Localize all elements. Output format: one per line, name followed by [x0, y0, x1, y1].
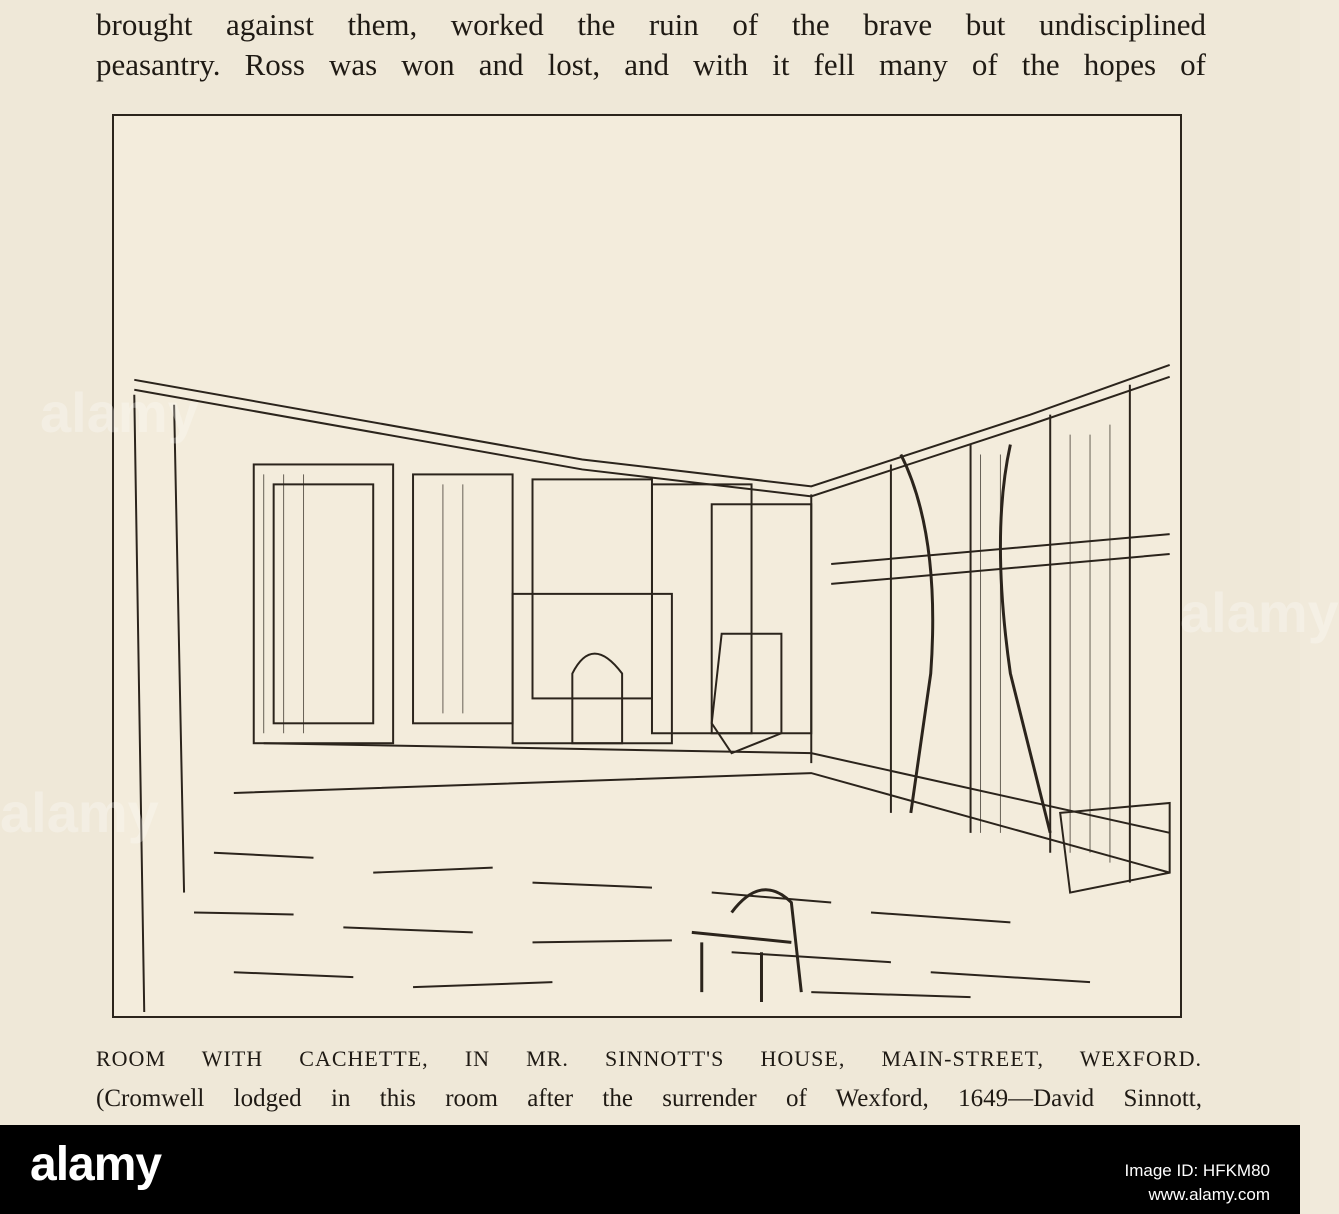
watermark-1: alamy	[40, 381, 199, 444]
image-id-label: Image ID: HFKM80	[1124, 1161, 1270, 1180]
alamy-logo: alamy	[30, 1138, 162, 1191]
body-text-line-2: peasantry. Ross was won and lost, and with it fell many of the hopes of	[96, 47, 1206, 82]
watermark-3: alamy	[1180, 581, 1339, 644]
engraving-illustration	[112, 114, 1182, 1018]
caption-title: ROOM WITH CACHETTE, IN MR. SINNOTT'S HOUSE, MAIN-STREET, WEXFORD.	[96, 1046, 1202, 1071]
caption-note: (Cromwell lodged in this room after the surrender of Wexford, 1649—David Sinnott,	[96, 1085, 1202, 1112]
stock-banner	[0, 1125, 1300, 1214]
watermark-2: alamy	[0, 781, 159, 844]
body-text-line-1: brought against them, worked the ruin of the brave but undisciplined	[96, 7, 1206, 42]
room-engraving	[114, 116, 1180, 1016]
site-link[interactable]: www.alamy.com	[1148, 1185, 1270, 1204]
stock-info	[1125, 1159, 1271, 1207]
